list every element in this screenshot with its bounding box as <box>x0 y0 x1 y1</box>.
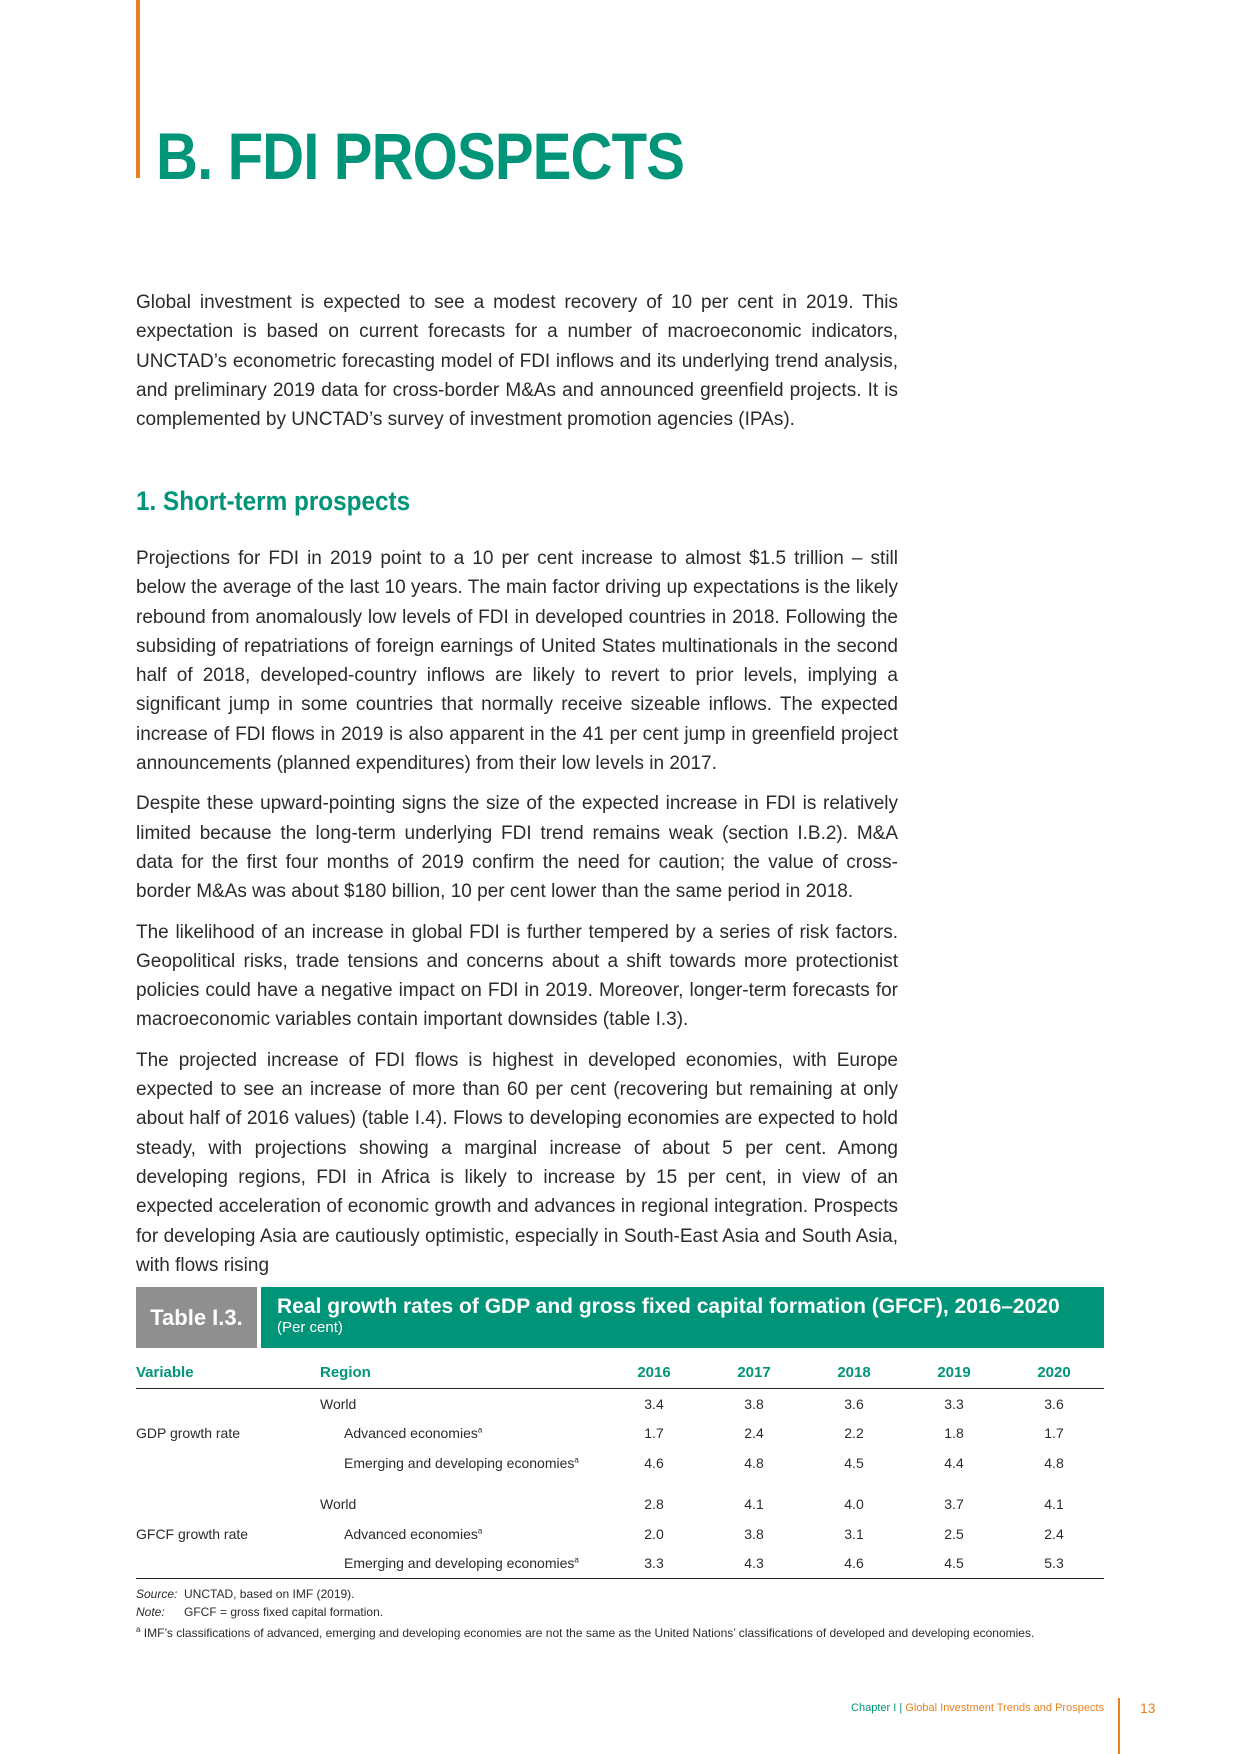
value-cell: 1.8 <box>944 1425 964 1442</box>
page-footer <box>0 1698 1240 1754</box>
body-text <box>136 544 898 1291</box>
value-cell: 3.8 <box>744 1525 764 1542</box>
page-title: B. FDI PROSPECTS <box>156 119 685 193</box>
value-cell: 3.6 <box>844 1395 864 1412</box>
variable-cell: GFCF growth rate <box>136 1525 249 1542</box>
footer-chapter-title: Global Investment Trends and Prospects <box>905 1702 1104 1714</box>
body-paragraph-3: The likelihood of an increase in global FDI is further tempered by a series of risk factors. Geopolitical risks, trade tensions and concerns about a shift towards more protectionist policies could have a negative impact on FDI in 2019. Moreover, longer-term forecasts for macroeconomic variables contain important downsides (table I.3). <box>136 921 898 1031</box>
table-label: Table I.3. <box>136 1287 257 1348</box>
footnote-mark: a <box>574 1555 579 1565</box>
value-cell: 4.5 <box>844 1454 864 1471</box>
col-header-year: 2019 <box>904 1362 1004 1389</box>
region-cell: World <box>320 1496 357 1513</box>
value-cell: 3.7 <box>944 1496 964 1513</box>
col-header-region: Region <box>320 1362 604 1389</box>
region-cell: Advanced economies$^a$ <box>344 1425 483 1442</box>
value-cell: 2.4 <box>744 1425 764 1442</box>
value-cell: 4.8 <box>1044 1454 1064 1471</box>
table-title: Real growth rates of GDP and gross fixed capital formation (GFCF), 2016–2020 <box>277 1295 1060 1318</box>
table-header <box>136 1287 1104 1348</box>
table-footnote: $^a$ IMF’s classifications of advanced, emerging and developing economies are not the same as the United Nations’ classifications of developed and developing economies. <box>136 1625 1035 1640</box>
footer-chapter-label: Chapter I <box>851 1702 897 1714</box>
table-title-box <box>261 1287 1104 1348</box>
section-heading: 1. Short-term prospects <box>136 486 411 516</box>
table-gap-row <box>136 1478 1104 1490</box>
col-header-year: 2017 <box>704 1362 804 1389</box>
value-cell: 3.8 <box>744 1395 764 1412</box>
body-paragraph-4: The projected increase of FDI flows is highest in developed economies, with Europe expected to see an increase of more than 60 per cent (recovering but remaining at only about half of 2016 values) (table I.4). Flows to developing economies are expected to hold steady, with projections showing a marginal increase of about 5 per cent. Among developing regions, FDI in Africa is likely to increase by 15 per cent, in view of an expected acceleration of economic growth and advances in regional integration. Prospects for developing Asia are cautiously optimistic, especially in South-East Asia and South Asia, with flows rising <box>136 1049 898 1276</box>
footnote-mark: a <box>477 1425 483 1435</box>
value-cell: 2.8 <box>644 1496 664 1513</box>
table-row <box>136 1490 1104 1520</box>
region-cell: Advanced economies$^a$ <box>344 1525 483 1542</box>
footer-divider <box>1118 1698 1120 1754</box>
value-cell: 2.2 <box>844 1425 864 1442</box>
table-note: Note: GFCF = gross fixed capital formation. <box>136 1605 384 1619</box>
footnote-mark: a <box>574 1455 579 1465</box>
table-notes <box>136 1585 1104 1642</box>
col-header-year: 2020 <box>1004 1362 1104 1389</box>
value-cell: 4.6 <box>644 1454 664 1471</box>
value-cell: 1.7 <box>644 1425 664 1442</box>
value-cell: 3.1 <box>844 1525 864 1542</box>
table-row <box>136 1519 1104 1549</box>
intro-paragraph: Global investment is expected to see a modest recovery of 10 per cent in 2019. This expectation is based on current forecasts for a number of macroeconomic indicators, UNCTAD’s econometric forecasting model of FDI inflows and its underlying trend analysis, and preliminary 2019 data for cross-border M&As and announced greenfield projects. It is complemented by UNCTAD’s survey of investment promotion agencies (IPAs). <box>136 292 898 431</box>
value-cell: 4.5 <box>904 1549 1004 1579</box>
value-cell: 1.7 <box>1044 1425 1064 1442</box>
table-row <box>136 1448 1104 1478</box>
table-row <box>136 1389 1104 1419</box>
col-header-year: 2016 <box>604 1362 704 1389</box>
value-cell: 5.3 <box>1004 1549 1104 1579</box>
footer-chapter: Chapter I | Global Investment Trends and Prospects <box>851 1702 1104 1714</box>
col-header-variable: Variable <box>136 1362 320 1389</box>
table-row <box>136 1549 1104 1579</box>
region-cell: Emerging and developing economies$^a$ <box>344 1454 579 1471</box>
value-cell: 3.6 <box>1044 1395 1064 1412</box>
col-header-year: 2018 <box>804 1362 904 1389</box>
body-paragraph-2: Despite these upward-pointing signs the size of the expected increase in FDI is relatively limited because the long-term underlying FDI trend remains weak (section I.B.2). M&A data for the first four months of 2019 confirm the need for caution; the value of cross-border M&As was about $180 billion, 10 per cent lower than the same period in 2018. <box>136 793 898 903</box>
value-cell: 4.4 <box>944 1454 964 1471</box>
value-cell: 4.6 <box>804 1549 904 1579</box>
region-cell: Emerging and developing economies$^a$ <box>320 1549 604 1579</box>
value-cell: 3.3 <box>604 1549 704 1579</box>
intro-section <box>136 288 898 434</box>
page-number: 13 <box>1140 1700 1156 1716</box>
value-cell: 4.1 <box>1044 1496 1064 1513</box>
table-subtitle: (Per cent) <box>277 1319 343 1336</box>
value-cell: 4.3 <box>704 1549 804 1579</box>
footnote-mark: a <box>477 1526 483 1536</box>
value-cell: 4.1 <box>744 1496 764 1513</box>
value-cell: 2.5 <box>944 1525 964 1542</box>
value-cell: 2.4 <box>1044 1525 1064 1542</box>
value-cell: 4.0 <box>844 1496 864 1513</box>
accent-bar <box>136 0 140 178</box>
table-source: Source: UNCTAD, based on IMF (2019). <box>136 1587 355 1601</box>
value-cell: 4.8 <box>744 1454 764 1471</box>
value-cell: 3.3 <box>944 1395 964 1412</box>
body-paragraph-1: Projections for FDI in 2019 point to a 10 per cent increase to almost $1.5 trillion – still below the average of the last 10 years. The main factor driving up expectations is the likely rebound from anomalously low levels of FDI in developed countries in 2018. Following the subsiding of repatriations of foreign earnings of United States multinationals in the second half of 2018, developed-country inflows are likely to revert to prior levels, implying a significant jump in some countries that normally receive sizeable inflows. The expected increase of FDI flows in 2019 is also apparent in the 41 per cent jump in greenfield project announcements (planned expenditures) from their low levels in 2017. <box>136 548 898 775</box>
value-cell: 2.0 <box>644 1525 664 1542</box>
table-block <box>136 1287 1104 1642</box>
data-table <box>136 1362 1104 1579</box>
variable-cell: GDP growth rate <box>136 1425 241 1442</box>
table-header-row <box>136 1362 1104 1389</box>
region-cell: World <box>320 1395 357 1412</box>
table-row <box>136 1419 1104 1449</box>
value-cell: 3.4 <box>644 1395 664 1412</box>
